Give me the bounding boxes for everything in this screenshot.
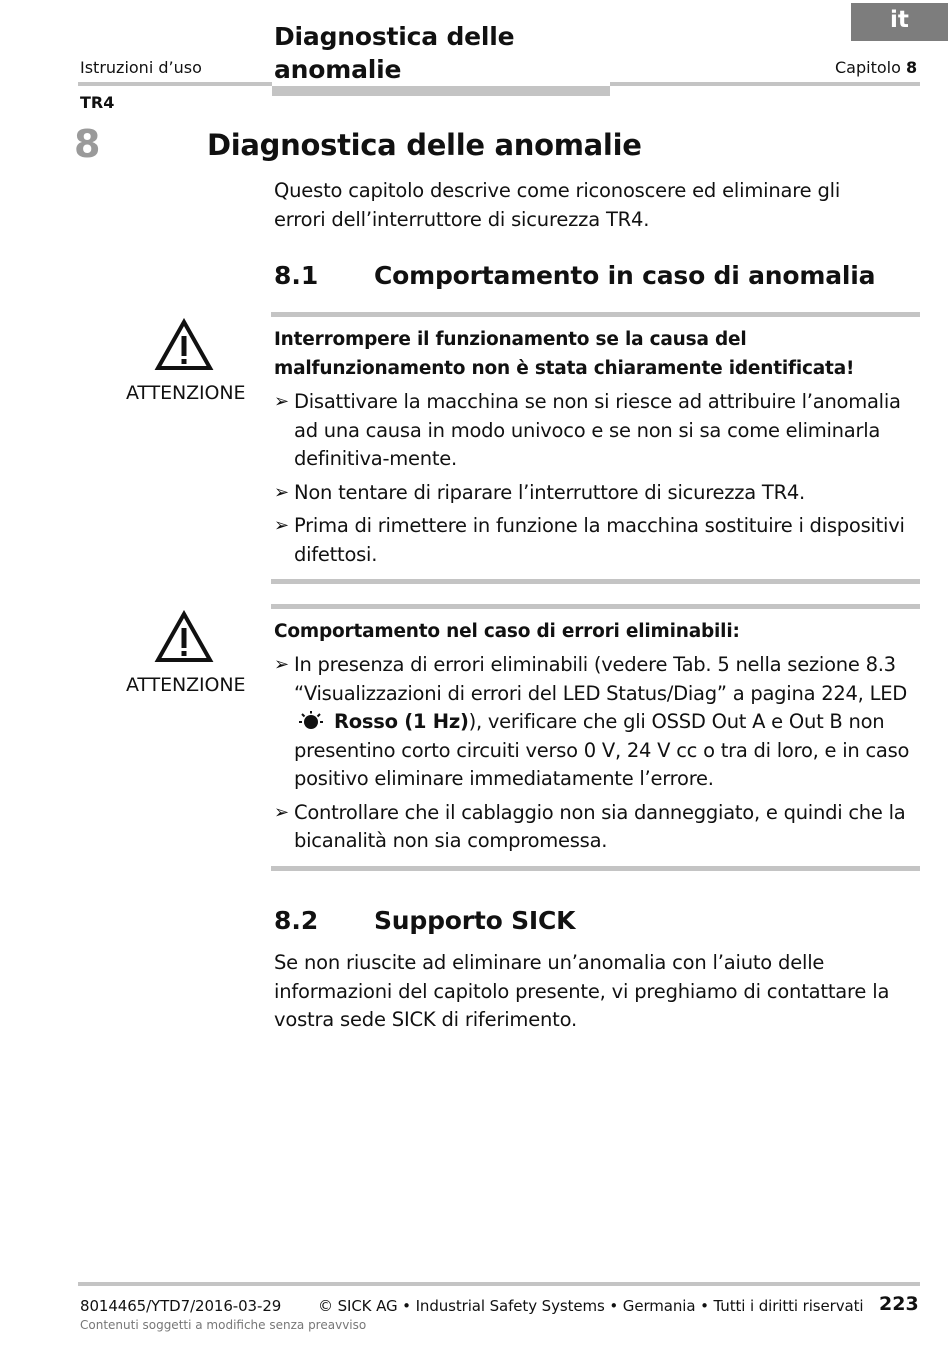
arrow-bullet-icon: ➢ [274,654,289,675]
footer-rule [78,1282,920,1286]
product-name: TR4 [80,93,115,112]
chapter-number: 8 [74,122,101,166]
section2-title: Supporto SICK [374,906,576,935]
chapter-ref [835,58,917,77]
copyright: © SICK AG • Industrial Safety Systems • Germania • Tutti i diritti riservati [318,1297,864,1315]
header-rule-center [272,86,610,96]
list-item: ➢ Disattivare la macchina se non si riesce ad attribuire l’anomalia ad una causa in modo univoco e se non si sa come eliminarla definitiva-mente. [274,390,901,470]
header-rule-left [78,82,272,86]
chapter-ref-num: 8 [905,58,918,77]
chapter-title: Diagnostica delle anomalie [207,128,642,162]
section1-title: Comportamento in caso di anomalia [374,261,876,290]
warning1-heading: Interrompere il funzionamento se la causa del malfunzionamento non è stata chiaramente identificata! [274,329,855,379]
section2-text: Se non riuscite ad eliminare un’anomalia con l’aiuto delle informazioni del capitolo presente, vi preghiamo di contattare la vostra sede SICK di riferimento. [274,951,890,1031]
warning2-list [274,651,924,861]
warning2-top-rule [271,604,920,609]
language-tab: it [851,3,948,41]
section1-number: 8.1 [274,261,319,290]
section2-number: 8.2 [274,906,319,935]
list-item: ➢ Prima di rimettere in funzione la macchina sostituire i dispositivi difettosi. [274,514,905,566]
doc-id: 8014465/YTD7/2016-03-29 [80,1297,282,1315]
led-flashing-icon [296,711,326,731]
warning1-label: ATTENZIONE [126,382,246,404]
list-item: ➢ Non tentare di riparare l’interruttore di sicurezza TR4. [274,479,924,508]
warning2-bottom-rule [271,866,920,871]
arrow-bullet-icon: ➢ [274,515,289,536]
arrow-bullet-icon: ➢ [274,801,289,823]
list-item: ➢ Controllare che il cablaggio non sia danneggiato, e quindi che la bicanalità non sia compromessa. [274,800,906,852]
warning2-heading: Comportamento nel caso di errori eliminabili: [274,621,740,642]
doc-type: Istruzioni d’uso [80,58,202,77]
led-color-label: Rosso (1 Hz) [333,710,469,733]
page-number: 223 [879,1293,919,1315]
arrow-bullet-icon: ➢ [274,481,289,503]
footer-note: Contenuti soggetti a modifiche senza preavviso [80,1318,367,1332]
header-title: Diagnostica delle anomalie [274,22,515,84]
warning2-label: ATTENZIONE [126,674,246,696]
header-rule-right [610,82,920,86]
warning-triangle-icon [154,318,214,372]
warning1-top-rule [271,312,920,317]
warning1-list [274,388,924,574]
chapter-intro: Questo capitolo descrive come riconoscere ed eliminare gli errori dell’interruttore di sicurezza TR4. [274,179,841,231]
arrow-bullet-icon: ➢ [274,391,289,412]
warning1-bottom-rule [271,579,920,584]
chapter-label: Capitolo [835,58,901,77]
list-item: ➢ In presenza di errori eliminabili (vedere Tab. 5 nella sezione 8.3 “Visualizzazioni di errori del LED Status/Diag” a pagina 224, LED Rosso (1 Hz)), verificare che gli OSSD Out A e Out B non presentino corto circuiti verso 0 V, 24 V cc o tra di loro, e in caso positivo eliminare immediatamente l’errore. [274,653,910,790]
warning-triangle-icon [154,610,214,664]
